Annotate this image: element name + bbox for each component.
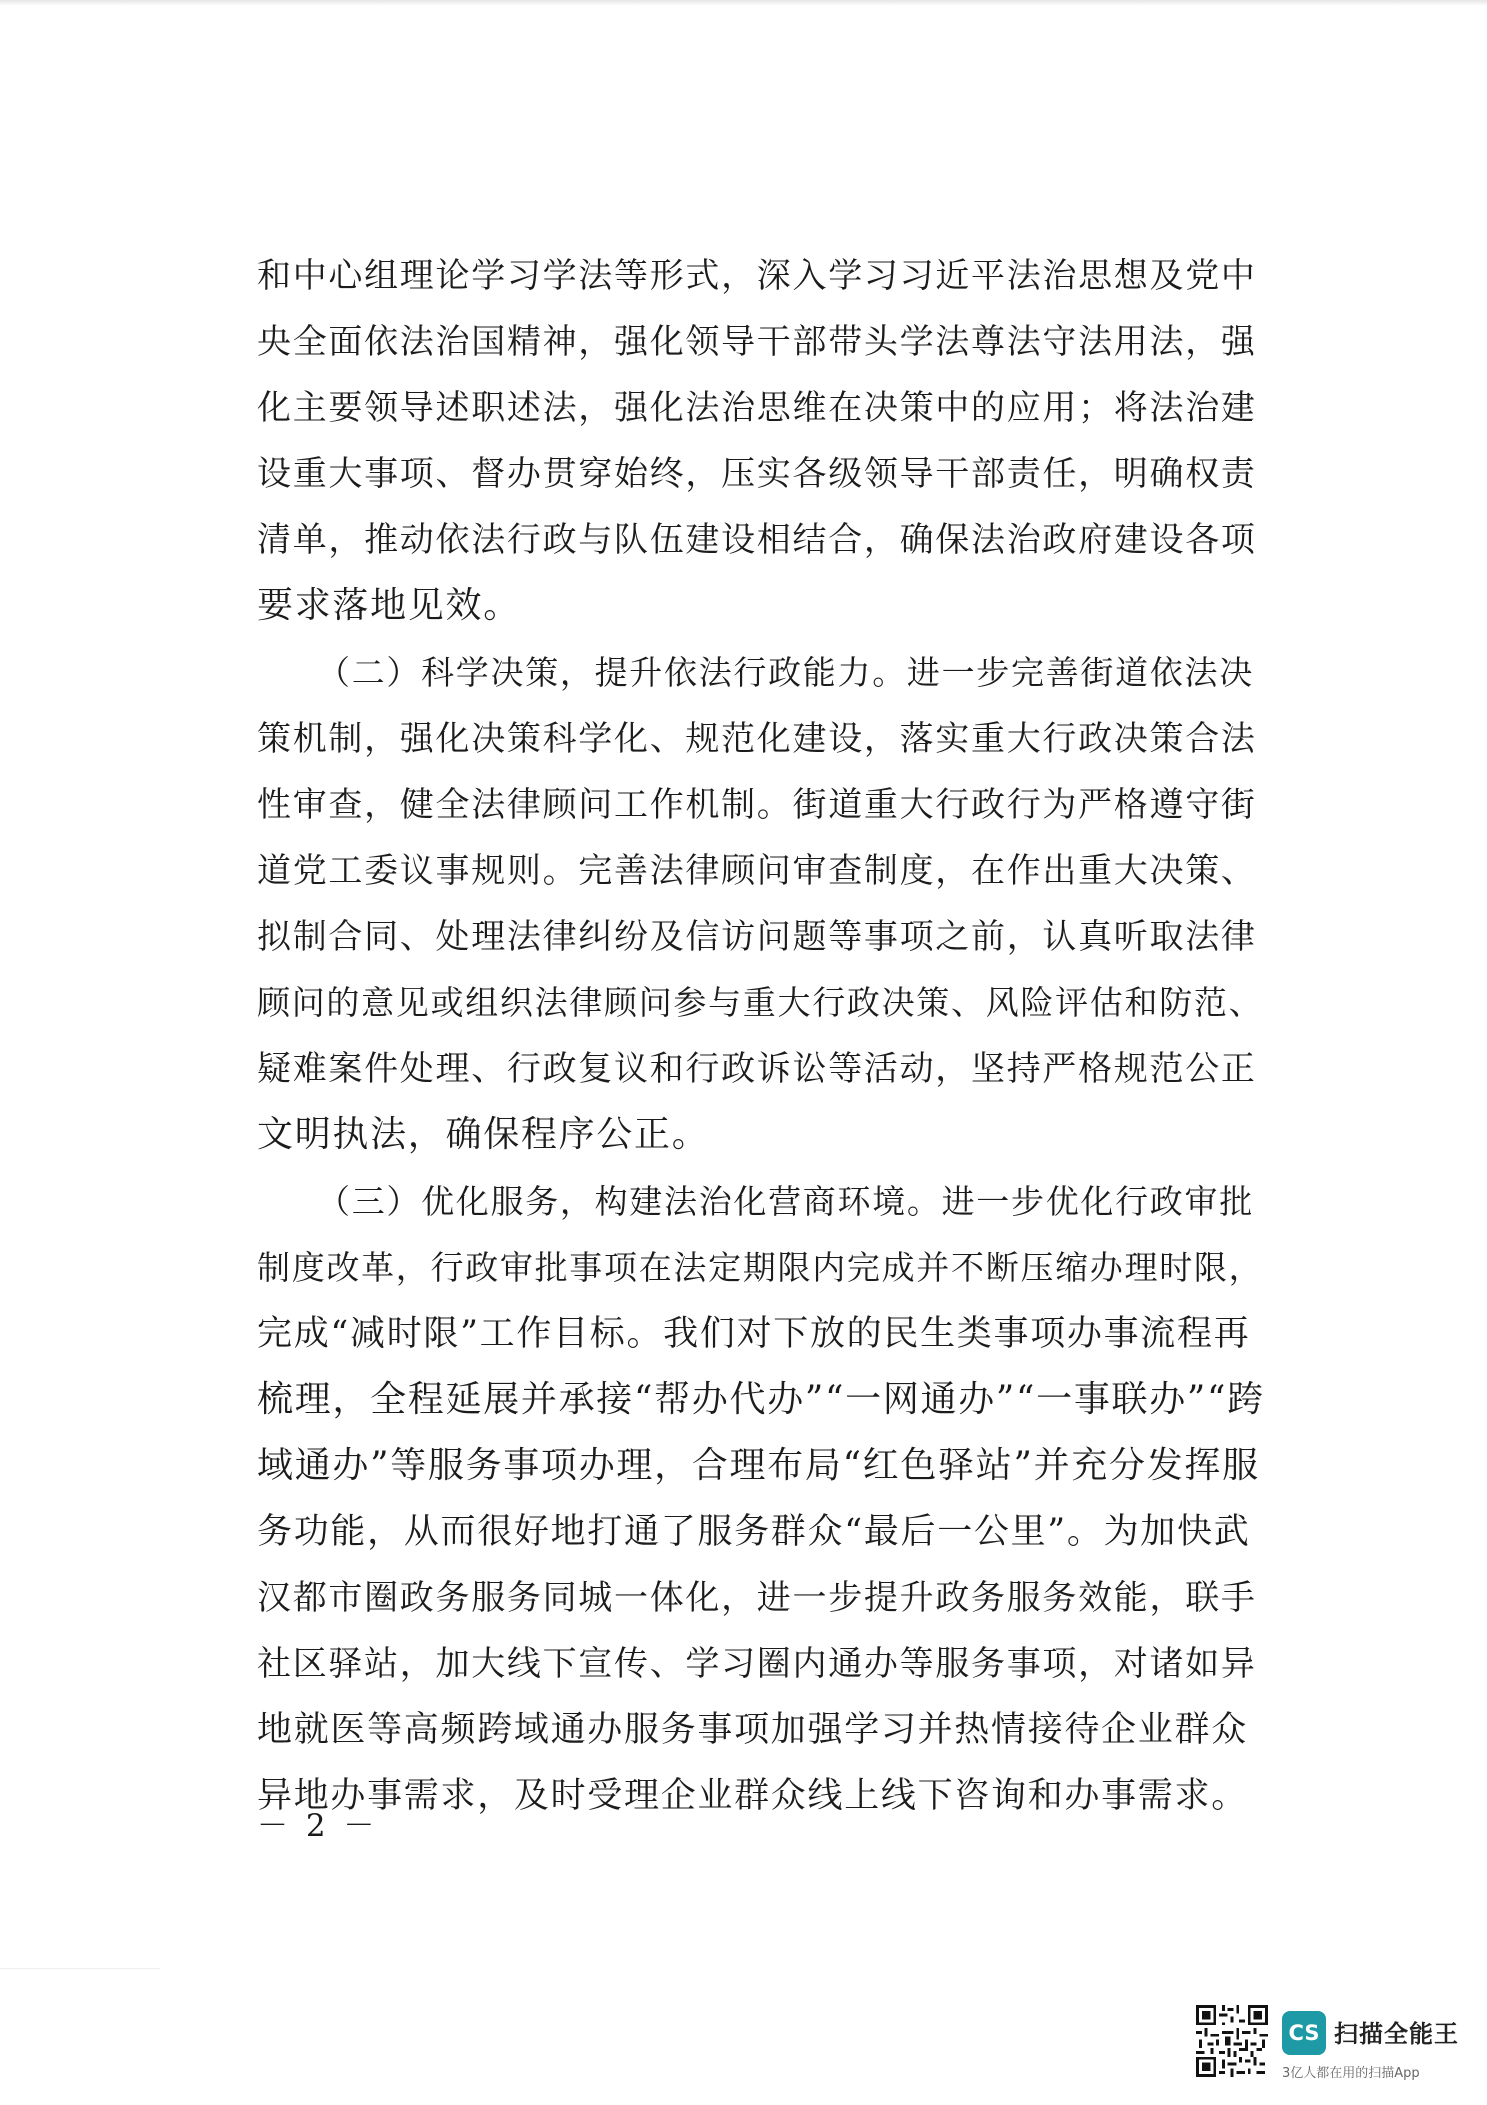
paragraph-1-line-2: 央全面依法治国精神，强化领导干部带头学法尊法守法用法，强: [257, 322, 1257, 362]
page-top-edge: [0, 0, 1487, 6]
camscanner-watermark: [1196, 2005, 1476, 2095]
qr-code-icon: [1196, 2005, 1268, 2077]
paragraph-3-line-6: 务功能，从而很好地打通了服务群众“最后一公里”。为加快武: [257, 1512, 1251, 1552]
paragraph-1-line-6: 要求落地见效。: [257, 585, 521, 626]
paragraph-2-line-8: 文明执法，确保程序公正。: [257, 1114, 710, 1155]
paragraph-2-line-1: （二）科学决策，提升依法行政能力。进一步完善街道依法决: [317, 653, 1254, 692]
footer-divider: [0, 1968, 160, 1969]
paragraph-3-line-10: 异地办事需求，及时受理企业群众线上线下咨询和办事需求。: [257, 1776, 1248, 1816]
camscanner-app-name: 扫描全能王: [1334, 2020, 1459, 2048]
page-number: － 2 －: [257, 1808, 379, 1844]
paragraph-3-line-2: 制度改革，行政审批事项在法定期限内完成并不断压缩办理时限，: [257, 1248, 1264, 1287]
paragraph-1-line-3: 化主要领导述职述法，强化法治思维在决策中的应用；将法治建: [257, 388, 1257, 428]
paragraph-1-line-1: 和中心组理论学习学法等形式，深入学习习近平法治思想及党中: [257, 256, 1257, 296]
paragraph-3-line-3: 完成“减时限”工作目标。我们对下放的民生类事项办事流程再: [257, 1314, 1251, 1354]
paragraph-2-line-3: 性审查，健全法律顾问工作机制。街道重大行政行为严格遵守街: [257, 785, 1257, 825]
paragraph-1-line-5: 清单，推动依法行政与队伍建设相结合，确保法治政府建设各项: [257, 520, 1257, 560]
paragraph-3-line-4: 梳理，全程延展并承接“帮办代办”“一网通办”“一事联办”“跨: [257, 1379, 1265, 1420]
paragraph-3-line-5: 域通办”等服务事项办理，合理布局“红色驿站”并充分发挥服: [257, 1445, 1260, 1486]
paragraph-2-line-7: 疑难案件处理、行政复议和行政诉讼等活动，坚持严格规范公正: [257, 1049, 1257, 1089]
paragraph-3-line-1: （三）优化服务，构建法治化营商环境。进一步优化行政审批: [317, 1182, 1254, 1221]
paragraph-2-line-6: 顾问的意见或组织法律顾问参与重大行政决策、风险评估和防范、: [257, 983, 1264, 1022]
paragraph-2-line-2: 策机制，强化决策科学化、规范化建设，落实重大行政决策合法: [257, 719, 1257, 759]
camscanner-logo: CS: [1282, 2011, 1326, 2055]
paragraph-3-line-8: 社区驿站，加大线下宣传、学习圈内通办等服务事项，对诸如异: [257, 1644, 1257, 1684]
paragraph-3-line-7: 汉都市圈政务服务同城一体化，进一步提升政务服务效能，联手: [257, 1578, 1257, 1618]
paragraph-2-line-5: 拟制合同、处理法律纠纷及信访问题等事项之前，认真听取法律: [257, 917, 1257, 957]
paragraph-1-line-4: 设重大事项、督办贯穿始终，压实各级领导干部责任，明确权责: [257, 454, 1257, 494]
paragraph-3-line-9: 地就医等高频跨域通办服务事项加强学习并热情接待企业群众: [257, 1710, 1248, 1750]
camscanner-tagline: 3亿人都在用的扫描App: [1282, 2066, 1420, 2081]
paragraph-2-line-4: 道党工委议事规则。完善法律顾问审查制度，在作出重大决策、: [257, 851, 1257, 891]
